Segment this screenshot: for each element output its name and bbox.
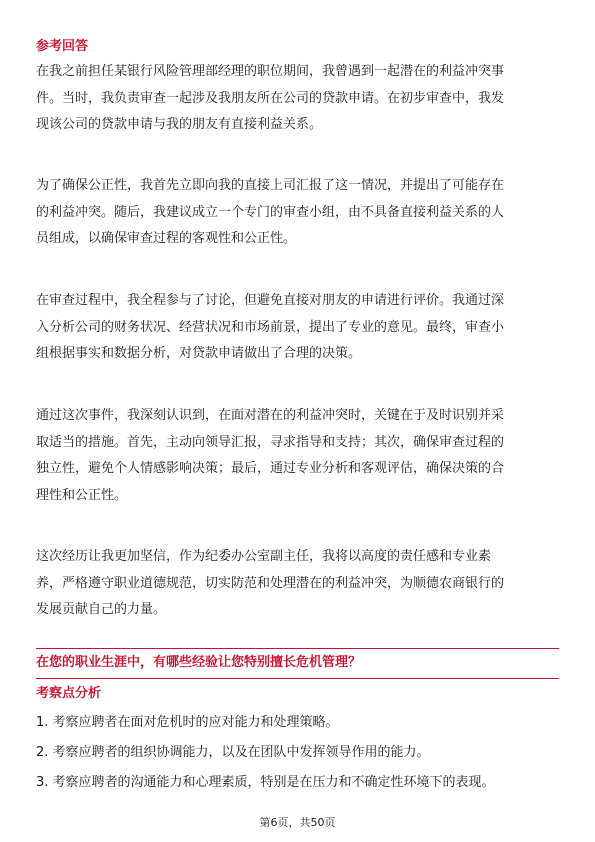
- interview-question: 在您的职业生涯中，有哪些经验让您特别擅长危机管理？: [36, 655, 362, 670]
- answer-line: 件。当时，我负责审查一起涉及我朋友所在公司的贷款申请。在初步审查中，我发: [36, 90, 505, 106]
- answer-line: 理性和公正性。: [36, 487, 128, 503]
- assessment-heading: 考察点分析: [36, 686, 102, 701]
- answer-paragraph-4: [36, 403, 560, 509]
- answer-line: 员组成，以确保审查过程的客观性和公正性。: [36, 231, 297, 246]
- answer-paragraph-5: [36, 544, 560, 624]
- answer-paragraph-1: [36, 59, 560, 139]
- assessment-list: [36, 708, 495, 798]
- answer-line: 通过这次事件，我深刻认识到，在面对潜在的利益冲突时，关键在于及时识别并采: [36, 408, 505, 423]
- answer-line: 入分析公司的财务状况、经营状况和市场前景，提出了专业的意见。最终，审查小: [36, 319, 505, 335]
- answer-line: 的利益冲突。随后，我建议成立一个专门的审查小组，由不具备直接利益关系的人: [36, 204, 505, 220]
- answer-line: 这次经历让我更加坚信，作为纪委办公室副主任，我将以高度的责任感和专业素: [36, 549, 492, 564]
- question-top-divider: [36, 648, 559, 649]
- answer-line: 组根据事实和数据分析，对贷款申请做出了合理的决策。: [36, 346, 362, 361]
- answer-line: 在我之前担任某银行风险管理部经理的职位期间，我曾遇到一起潜在的利益冲突事: [36, 64, 505, 79]
- assessment-item: 2. 考察应聘者的组织协调能力，以及在团队中发挥领导作用的能力。: [36, 745, 430, 760]
- answer-line: 为了确保公正性，我首先立即向我的直接上司汇报了这一情况，并提出了可能存在: [36, 178, 505, 193]
- assessment-item: 3. 考察应聘者的沟通能力和心理素质，特别是在压力和不确定性环境下的表现。: [36, 775, 495, 790]
- answer-line: 现该公司的贷款申请与我的朋友有直接利益关系。: [36, 117, 323, 132]
- answer-line: 养，严格遵守职业道德规范，切实防范和处理潜在的利益冲突，为顺德农商银行的: [36, 575, 505, 591]
- answer-paragraph-3: [36, 288, 560, 368]
- answer-line: 发展贡献自己的力量。: [36, 602, 167, 617]
- answer-line: 在审查过程中，我全程参与了讨论，但避免直接对朋友的申请进行评价。我通过深: [36, 293, 505, 308]
- question-bottom-divider: [36, 678, 559, 679]
- answer-line: 取适当的措施。首先，主动向领导汇报，寻求指导和支持；其次，确保审查过程的: [36, 434, 505, 450]
- answer-line: 独立性，避免个人情感影响决策；最后，通过专业分析和客观评估，确保决策的合: [36, 461, 505, 476]
- answer-paragraph-2: [36, 173, 560, 253]
- page-number: 第6页，共50页: [259, 816, 336, 829]
- reference-answer-heading: 参考回答: [36, 39, 89, 54]
- assessment-item: 1. 考察应聘者在面对危机时的应对能力和处理策略。: [36, 715, 339, 730]
